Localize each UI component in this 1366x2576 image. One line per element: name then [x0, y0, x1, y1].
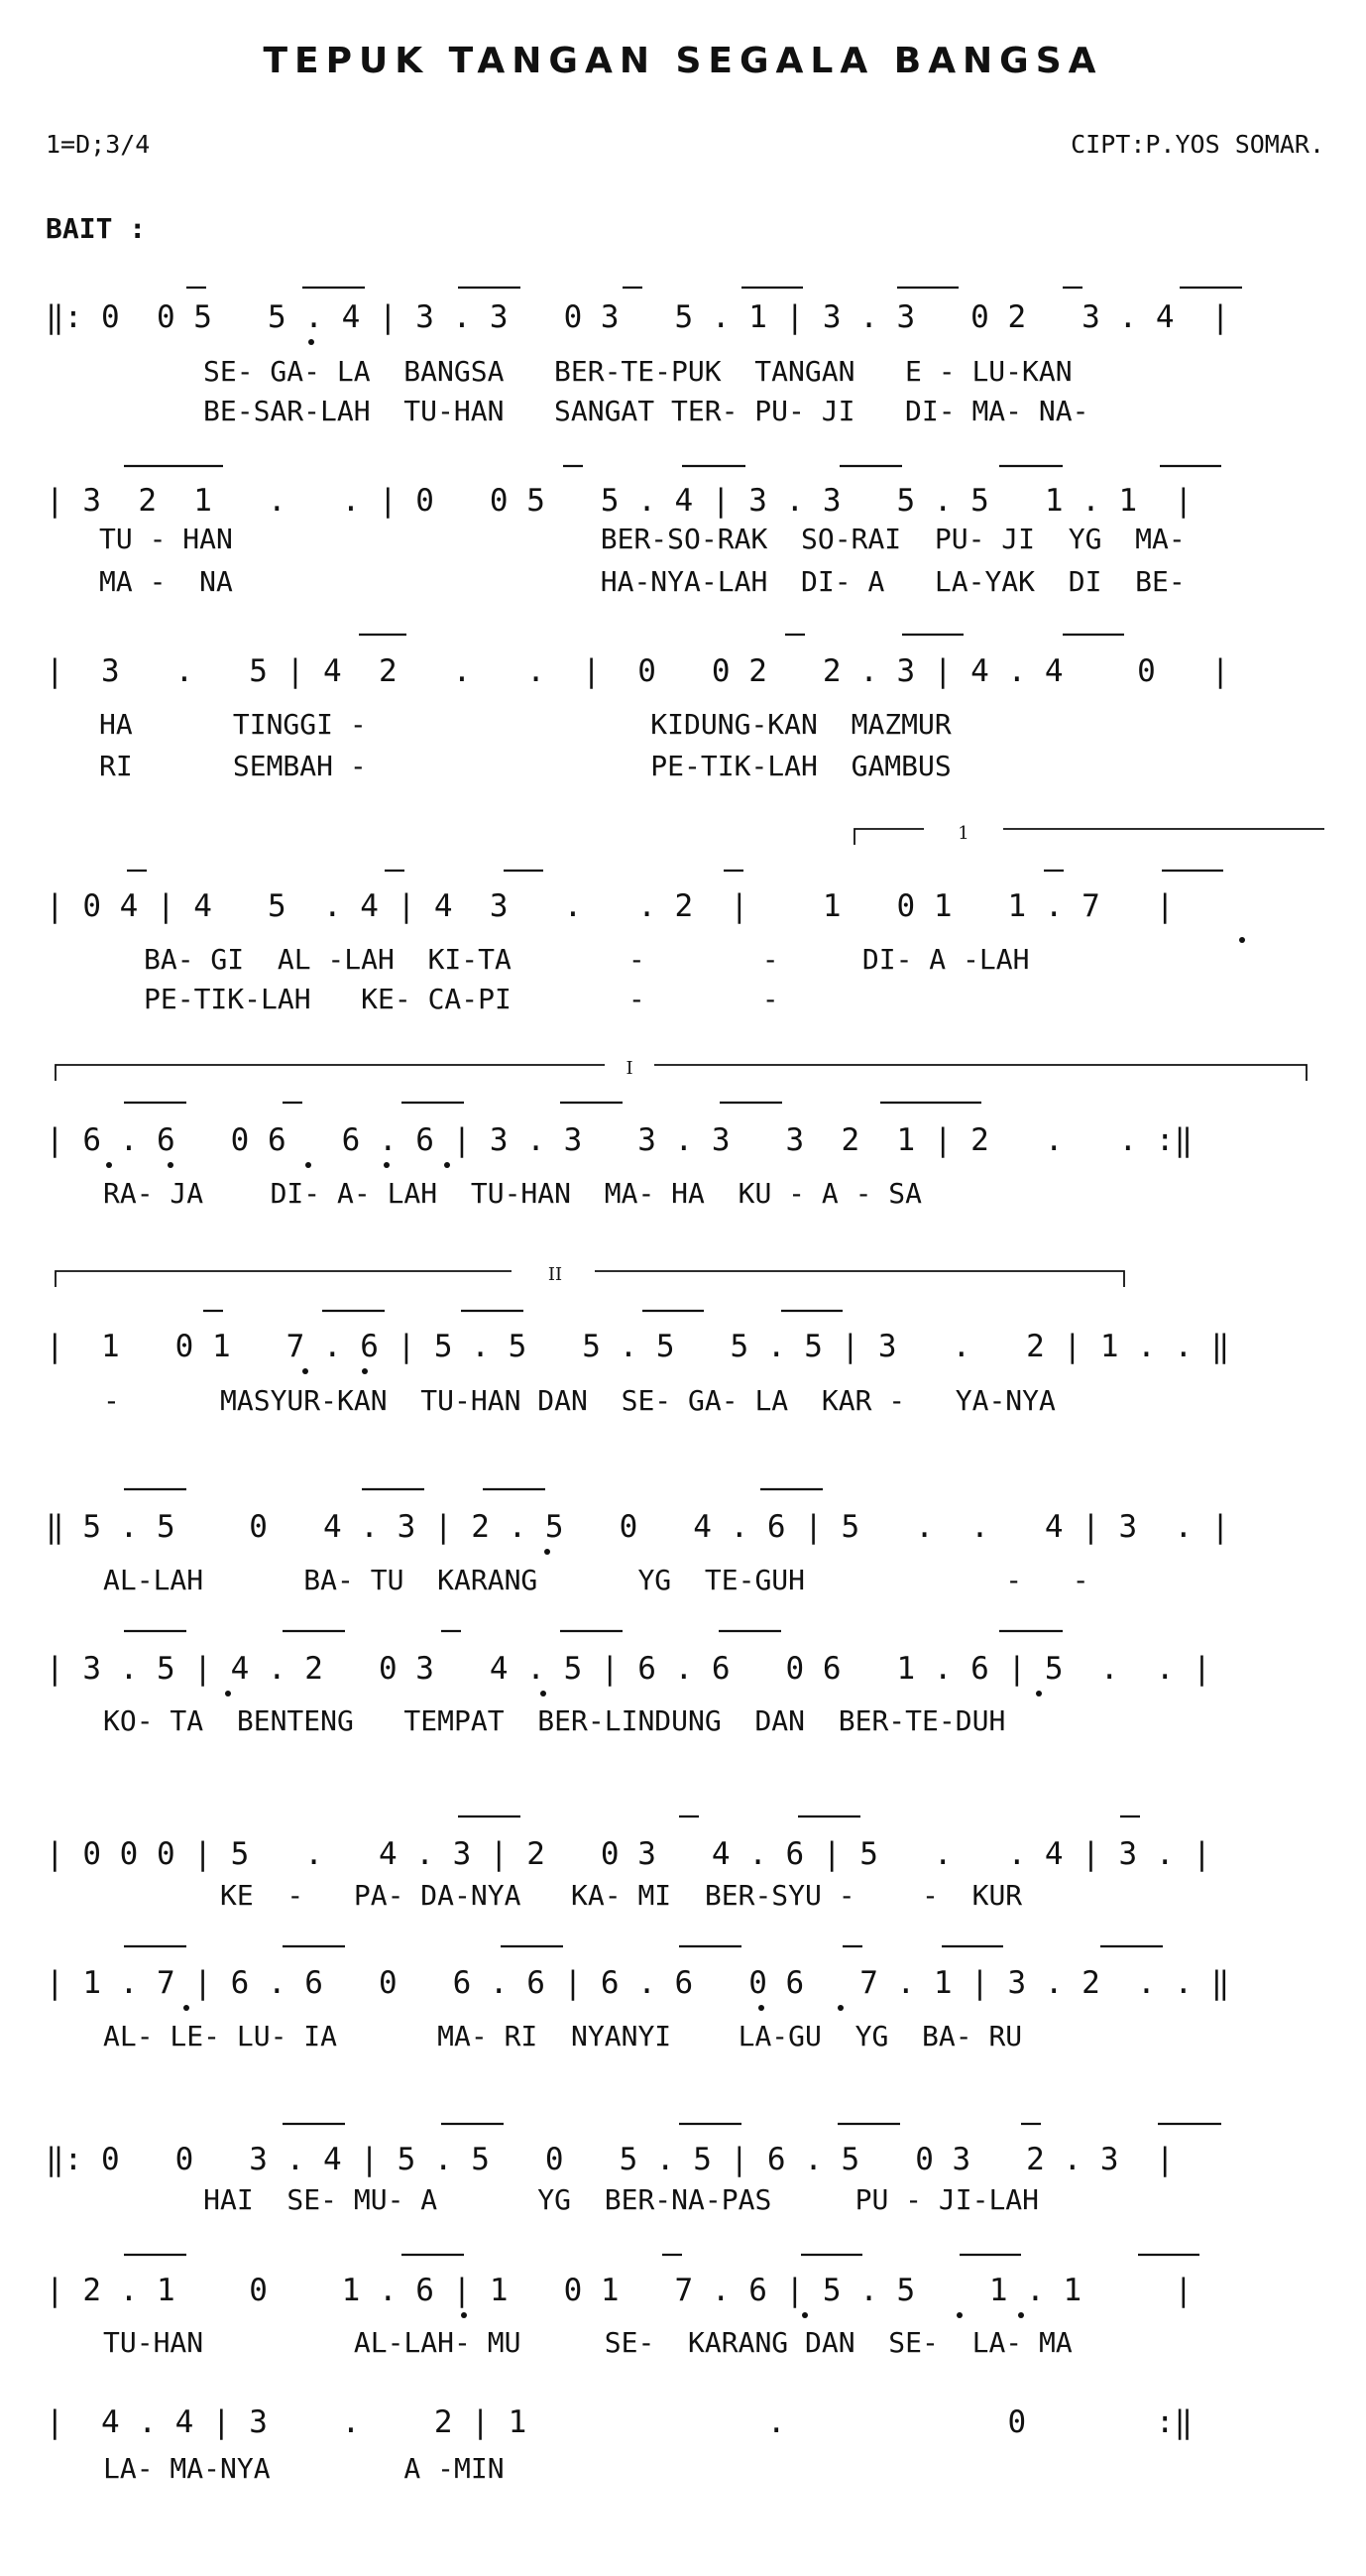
system-10 — [46, 1965, 1229, 2052]
notation-line: | 3 . 5 | 4 . 2 0 3 4 . 5 | 6 . 6 0 6 1 . 6 | 5 . . | — [46, 1651, 1211, 1687]
notation-line: | 3 2 1 . . | 0 0 5 5 . 4 | 3 . 3 5 . 5 1 . 1 | — [46, 483, 1194, 519]
lyric-line-verse-2: PE-TIK-LAH KE- CA-PI - - — [144, 983, 779, 1015]
volta-bracket-first-ending — [56, 1058, 1307, 1081]
system-2 — [46, 483, 1193, 598]
lyric-line: - MASYUR-KAN TU-HAN DAN SE- GA- LA KAR - YA-NYA — [103, 1384, 1056, 1417]
lyric-line-verse-1: BA- GI AL -LAH KI-TA - - DI- A -LAH — [144, 943, 1030, 976]
octave-dot — [305, 1162, 311, 1168]
system-4 — [46, 888, 1174, 1015]
octave-dot — [802, 2312, 808, 2318]
octave-dot — [106, 1162, 112, 1168]
system-11 — [46, 2142, 1174, 2216]
notation-line: | 3 . 5 | 4 2 . . | 0 0 2 2 . 3 | 4 . 4 0 | — [46, 653, 1230, 689]
lyric-line: KE - PA- DA-NYA KA- MI BER-SYU - - KUR — [103, 1879, 1023, 1912]
lyric-line-verse-2: BE-SAR-LAH TU-HAN SANGAT TER- PU- JI DI- MA- NA- — [203, 395, 1089, 427]
composer-credit: CIPT:P.YOS SOMAR. — [1071, 130, 1324, 159]
system-7 — [46, 1509, 1229, 1596]
system-9 — [46, 1836, 1211, 1912]
volta-bracket-second-ending — [56, 1264, 1124, 1287]
octave-dot — [444, 1162, 450, 1168]
octave-dot — [225, 1691, 231, 1697]
notation-line: | 1 0 1 7 . 6 | 5 . 5 5 . 5 5 . 5 | 3 . 2 | 1 . . ‖ — [46, 1329, 1230, 1364]
octave-dot — [1239, 937, 1245, 943]
system-3 — [46, 653, 1229, 782]
notation-line: | 4 . 4 | 3 . 2 | 1 . 0 :‖ — [46, 2404, 1194, 2440]
volta-label-1: 1 — [958, 823, 969, 844]
system-1 — [46, 299, 1229, 427]
system-6 — [46, 1329, 1229, 1417]
volta-label-first-ending: I — [626, 1058, 633, 1079]
system-13 — [46, 2404, 1193, 2485]
octave-dot — [362, 1368, 368, 1374]
octave-dot — [183, 2005, 189, 2011]
octave-dot — [1036, 1691, 1042, 1697]
lyric-line: AL- LE- LU- IA MA- RI NYANYI LA-GU YG BA- RU — [103, 2020, 1023, 2052]
notation-line: | 1 . 7 | 6 . 6 0 6 . 6 | 6 . 6 0 6 7 . 1 | 3 . 2 . . ‖ — [46, 1965, 1230, 2001]
lyric-line: LA- MA-NYA A -MIN — [103, 2452, 505, 2485]
system-5 — [46, 1122, 1193, 1210]
lyric-line-verse-1: HA TINGGI - KIDUNG-KAN MAZMUR — [99, 708, 952, 741]
octave-dot — [384, 1162, 390, 1168]
song-title: TEPUK TANGAN SEGALA BANGSA — [263, 41, 1103, 81]
octave-dot — [302, 1368, 308, 1374]
lyric-line: KO- TA BENTENG TEMPAT BER-LINDUNG DAN BER-TE-DUH — [103, 1704, 1006, 1737]
lyric-line-verse-1: SE- GA- LA BANGSA BER-TE-PUK TANGAN E - LU-KAN — [203, 355, 1073, 388]
notation-line: | 2 . 1 0 1 . 6 | 1 0 1 7 . 6 | 5 . 5 1 . 1 | — [46, 2273, 1194, 2308]
notation-line: ‖: 0 0 3 . 4 | 5 . 5 0 5 . 5 | 6 . 5 0 3 2 . 3 | — [46, 2142, 1175, 2177]
lyric-line-verse-2: RI SEMBAH - PE-TIK-LAH GAMBUS — [99, 750, 952, 782]
lyric-line: AL-LAH BA- TU KARANG YG TE-GUH - - — [103, 1564, 1089, 1596]
lyric-line: RA- JA DI- A- LAH TU-HAN MA- HA KU - A - SA — [103, 1177, 923, 1210]
octave-dot — [308, 339, 314, 345]
notation-line: | 6 . 6 0 6 6 . 6 | 3 . 3 3 . 3 3 2 1 | 2 . . :‖ — [46, 1122, 1194, 1158]
notation-line: ‖: 0 0 5 5 . 4 | 3 . 3 0 3 5 . 1 | 3 . 3 0 2 3 . 4 | — [46, 299, 1230, 335]
notation-line: | 0 0 0 | 5 . 4 . 3 | 2 0 3 4 . 6 | 5 . . 4 | 3 . | — [46, 1836, 1211, 1872]
lyric-line-verse-1: TU - HAN BER-SO-RAK SO-RAI PU- JI YG MA- — [99, 523, 1186, 555]
lyric-line-verse-2: MA - NA HA-NYA-LAH DI- A LA-YAK DI BE- — [99, 565, 1186, 598]
octave-dot — [544, 1549, 550, 1555]
octave-dot — [1018, 2312, 1024, 2318]
octave-dot — [168, 1162, 173, 1168]
notation-line: ‖ 5 . 5 0 4 . 3 | 2 . 5 0 4 . 6 | 5 . . 4 | 3 . | — [46, 1509, 1230, 1545]
octave-dot — [758, 2005, 764, 2011]
notation-line: | 0 4 | 4 5 . 4 | 4 3 . . 2 | 1 0 1 1 . 7 | — [46, 888, 1175, 924]
section-label: BAIT : — [46, 212, 147, 245]
lyric-line: TU-HAN AL-LAH- MU SE- KARANG DAN SE- LA- MA — [103, 2326, 1073, 2359]
lyric-line: HAI SE- MU- A YG BER-NA-PAS PU - JI-LAH — [103, 2183, 1040, 2216]
volta-bracket-1 — [854, 823, 1324, 845]
octave-dot — [461, 2312, 467, 2318]
octave-dot — [957, 2312, 963, 2318]
volta-label-second-ending: II — [547, 1264, 563, 1285]
octave-dot — [540, 1691, 546, 1697]
octave-dot — [838, 2005, 844, 2011]
key-signature: 1=D;3/4 — [46, 130, 151, 159]
